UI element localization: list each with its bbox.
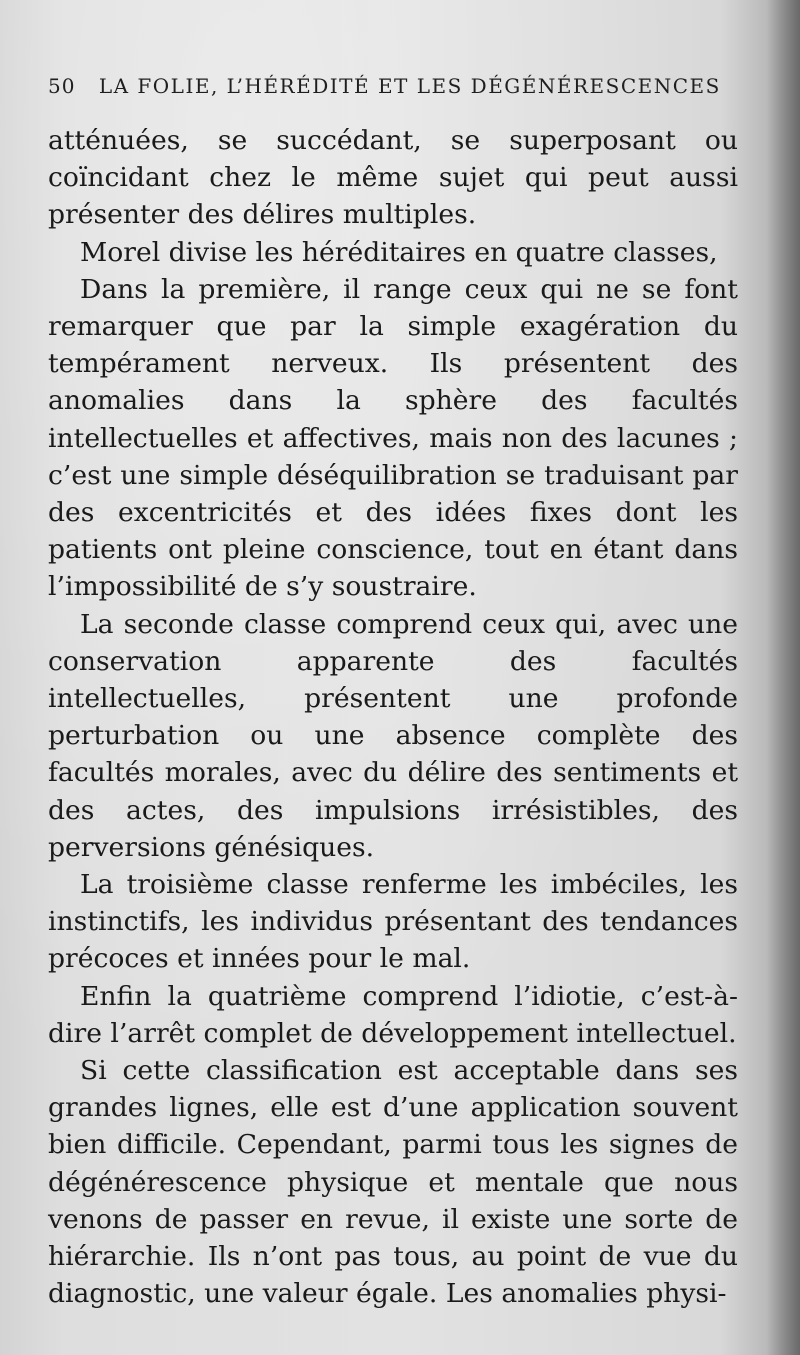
paragraph-fourth-class: Enfin la quatrième comprend l’idiotie, c’est-à-dire l’arrêt complet de développement intellectuel. bbox=[48, 980, 738, 1049]
running-title: LA FOLIE, L’HÉRÉDITÉ ET LES DÉGÉNÉRESCENCES bbox=[98, 74, 721, 98]
paragraph-classification: Si cette classification est acceptable dans ses grandes lignes, elle est d’une application souvent bien difficile. Cependant, parmi tous les signes de dégénérescence physique et mentale que nous venons de passer en revue, il existe une sorte de hiérarchie. Ils n’ont pas tous, au point de vue du diagnostic, une valeur égale. Les anomalies physi- bbox=[48, 1055, 738, 1310]
page-number: 50 bbox=[48, 74, 76, 98]
paragraph-first-class: Dans la première, il range ceux qui ne se font remarquer que par la simple exagération du tempérament nerveux. Ils présentent des anomalies dans la sphère des facultés intellectuelles et affectives, mais non des lacunes ; c’est une simple déséquilibration se traduisant par des excentricités et des idées fixes dont les patients ont pleine conscience, tout en étant dans l’impossibilité de s’y soustraire. bbox=[48, 273, 738, 603]
paragraph-morel-classes: Morel divise les héréditaires en quatre classes, bbox=[80, 236, 718, 268]
binding-shadow bbox=[766, 0, 800, 1355]
paragraph-second-class: La seconde classe comprend ceux qui, avec une conservation apparente des facultés intellectuelles, présentent une profonde perturbation ou une absence complète des facultés morales, avec du délire des sentiments et des actes, des impulsions irrésistibles, des perversions génésiques. bbox=[48, 608, 738, 863]
running-header bbox=[48, 74, 721, 98]
paragraph-third-class: La troisième classe renferme les imbéciles, les instinctifs, les individus présentant des tendances précoces et innées pour le mal. bbox=[48, 869, 738, 975]
paragraph-continuation: atténuées, se succédant, se superposant ou coïncidant chez le même sujet qui peut aussi présenter des délires multiples. bbox=[48, 125, 738, 231]
body-text bbox=[48, 122, 738, 1313]
